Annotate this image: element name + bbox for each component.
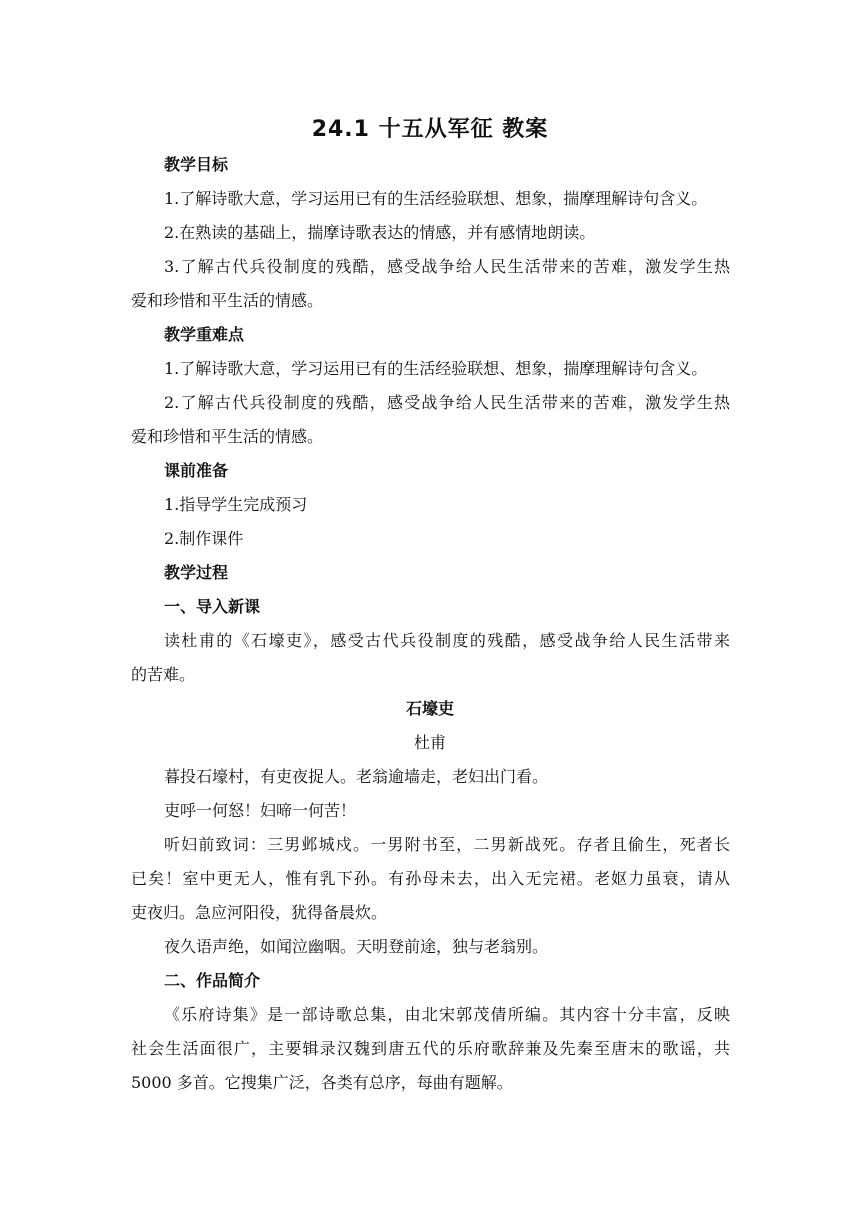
- goal-1: 1.了解诗歌大意，学习运用已有的生活经验联想、想象，揣摩理解诗句含义。: [164, 189, 708, 208]
- heading-preparation: 课前准备: [164, 461, 229, 480]
- work-intro-line-2: 社会生活面很广，主要辑录汉魏到唐五代的乐府歌辞兼及先秦至唐末的歌谣，共: [131, 1039, 730, 1058]
- poem-line-2: 吏呼一何怒！妇啼一何苦！: [164, 801, 357, 820]
- heading-key-points: 教学重难点: [164, 325, 245, 344]
- goal-3-line-2: 爱和珍惜和平生活的情感。: [131, 291, 324, 310]
- poem-author: 杜甫: [413, 733, 446, 752]
- heading-process: 教学过程: [164, 563, 229, 582]
- intro-line-2: 的苦难。: [131, 665, 196, 684]
- prep-2: 2.制作课件: [164, 529, 244, 548]
- document-title: 24.1 十五从军征 教案: [311, 117, 549, 142]
- goal-2: 2.在熟读的基础上，揣摩诗歌表达的情感，并有感情地朗读。: [164, 223, 596, 242]
- poem-line-3b: 已矣！室中更无人，惟有乳下孙。有孙母未去，出入无完裙。老妪力虽衰，请从: [131, 869, 730, 888]
- poem-line-4: 夜久语声绝，如闻泣幽咽。天明登前途，独与老翁别。: [164, 937, 549, 956]
- prep-1: 1.指导学生完成预习: [164, 495, 308, 514]
- poem-line-1: 暮投石壕村，有吏夜捉人。老翁逾墙走，老妇出门看。: [164, 767, 549, 786]
- key-point-2-line-2: 爱和珍惜和平生活的情感。: [131, 427, 324, 446]
- key-point-2-line-1: 2.了解古代兵役制度的残酷，感受战争给人民生活带来的苦难，激发学生热: [164, 393, 730, 412]
- poem-line-3c: 吏夜归。急应河阳役，犹得备晨炊。: [131, 903, 388, 922]
- subheading-intro: 一、导入新课: [164, 597, 261, 616]
- heading-teaching-goals: 教学目标: [164, 155, 229, 174]
- intro-line-1: 读杜甫的《石壕吏》，感受古代兵役制度的残酷，感受战争给人民生活带来: [164, 631, 730, 650]
- work-intro-line-1: 《乐府诗集》是一部诗歌总集，由北宋郭茂倩所编。其内容十分丰富，反映: [164, 1005, 730, 1024]
- subheading-work-intro: 二、作品简介: [164, 971, 261, 990]
- poem-line-3a: 听妇前致词：三男邺城戍。一男附书至，二男新战死。存者且偷生，死者长: [164, 835, 730, 854]
- goal-3-line-1: 3.了解古代兵役制度的残酷，感受战争给人民生活带来的苦难，激发学生热: [164, 257, 730, 276]
- work-intro-line-3: 5000 多首。它搜集广泛，各类有总序，每曲有题解。: [131, 1073, 513, 1092]
- key-point-1: 1.了解诗歌大意，学习运用已有的生活经验联想、想象，揣摩理解诗句含义。: [164, 359, 708, 378]
- poem-title: 石壕吏: [405, 699, 454, 718]
